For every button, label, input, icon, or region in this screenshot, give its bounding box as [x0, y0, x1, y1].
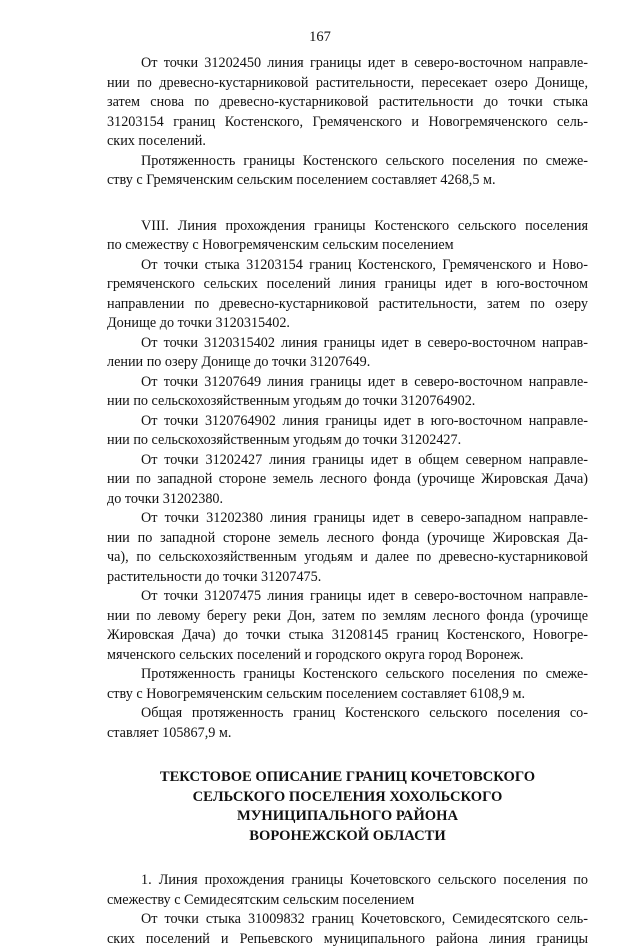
text-line: нии по левому берегу реки Дон, затем по землям лесного фонда (урочище [107, 607, 588, 627]
paragraph [107, 587, 588, 665]
text-line: Протяженность границы Костенского сельского поселения по смеже- [107, 152, 588, 172]
text-line: лении по озеру Донище до точки 31207649. [107, 353, 588, 373]
paragraph [107, 509, 588, 587]
text-line: ству с Гремяченским сельским поселением составляет 4268,5 м. [107, 171, 588, 191]
text-line: нии по сельскохозяйственным угодьям до точки 3120764902. [107, 392, 588, 412]
text-line: 31203154 границ Костенского, Гремяченского и Новогремяченского сель- [107, 113, 588, 133]
text-line: От точки 31202450 линия границы идет в северо-восточном направле- [107, 54, 588, 74]
text-line: От точки стыка 31203154 границ Костенского, Гремяченского и Ново- [107, 256, 588, 276]
text-line: 1. Линия прохождения границы Кочетовского сельского поселения по [107, 871, 588, 891]
paragraph [107, 373, 588, 412]
text-line: Донище до точки 3120315402. [107, 314, 588, 334]
text-line: нии по древесно-кустарниковой растительности, пересекает озеро Донище, [107, 74, 588, 94]
paragraph [107, 54, 588, 152]
title-line: ТЕКСТОВОЕ ОПИСАНИЕ ГРАНИЦ КОЧЕТОВСКОГО [107, 768, 588, 788]
text-line: От точки 31207649 линия границы идет в северо-восточном направле- [107, 373, 588, 393]
text-line: ча), по сельскохозяйственным угодьям и далее по древесно-кустарниковой [107, 548, 588, 568]
text-line: VIII. Линия прохождения границы Костенского сельского поселения [107, 217, 588, 237]
section-heading [107, 217, 588, 256]
paragraph [107, 704, 588, 743]
text-line: ских поселений. [107, 132, 588, 152]
text-line: ских поселений и Репьевского муниципального района линия границы [107, 930, 588, 949]
text-line: растительности до точки 31207475. [107, 568, 588, 588]
page-number: 167 [0, 29, 640, 46]
title-line: СЕЛЬСКОГО ПОСЕЛЕНИЯ ХОХОЛЬСКОГО [107, 788, 588, 808]
paragraph [107, 412, 588, 451]
text-line: От точки 3120315402 линия границы идет в северо-восточном направ- [107, 334, 588, 354]
text-line: От точки 31202380 линия границы идет в северо-западном направле- [107, 509, 588, 529]
text-line: гремяченского сельских поселений линия границы идет в юго-восточном [107, 275, 588, 295]
title-line: МУНИЦИПАЛЬНОГО РАЙОНА [107, 807, 588, 827]
text-line: Жировская Дача) до точки стыка 31208145 границ Костенского, Новогре- [107, 626, 588, 646]
paragraph [107, 910, 588, 949]
text-line: ству с Новогремяченским сельским поселением составляет 6108,9 м. [107, 685, 588, 705]
paragraph [107, 451, 588, 510]
title-line: ВОРОНЕЖСКОЙ ОБЛАСТИ [107, 827, 588, 847]
text-line: нии по западной стороне земель лесного фонда (урочище Жировская Да- [107, 529, 588, 549]
document-body [107, 54, 588, 949]
text-line: ставляет 105867,9 м. [107, 724, 588, 744]
section-title [107, 768, 588, 846]
text-line: нии по сельскохозяйственным угодьям до точки 31202427. [107, 431, 588, 451]
text-line: затем снова по древесно-кустарниковой растительности до точки стыка [107, 93, 588, 113]
paragraph [107, 665, 588, 704]
paragraph [107, 334, 588, 373]
text-line: по смежеству с Новогремяченским сельским поселением [107, 236, 588, 256]
text-line: до точки 31202380. [107, 490, 588, 510]
text-line: нии по западной стороне земель лесного фонда (урочище Жировская Дача) [107, 470, 588, 490]
text-line: Общая протяженность границ Костенского сельского поселения со- [107, 704, 588, 724]
section-heading [107, 871, 588, 910]
text-line: направлении по древесно-кустарниковой растительности, затем по озеру [107, 295, 588, 315]
text-line: Протяженность границы Костенского сельского поселения по смеже- [107, 665, 588, 685]
text-line: От точки 31207475 линия границы идет в северо-восточном направле- [107, 587, 588, 607]
text-line: смежеству с Семидесятским сельским поселением [107, 891, 588, 911]
text-line: мяченского сельских поселений и городского округа город Воронеж. [107, 646, 588, 666]
text-line: От точки 3120764902 линия границы идет в юго-восточном направле- [107, 412, 588, 432]
paragraph [107, 256, 588, 334]
paragraph [107, 152, 588, 191]
text-line: От точки стыка 31009832 границ Кочетовского, Семидесятского сель- [107, 910, 588, 930]
text-line: От точки 31202427 линия границы идет в общем северном направле- [107, 451, 588, 471]
